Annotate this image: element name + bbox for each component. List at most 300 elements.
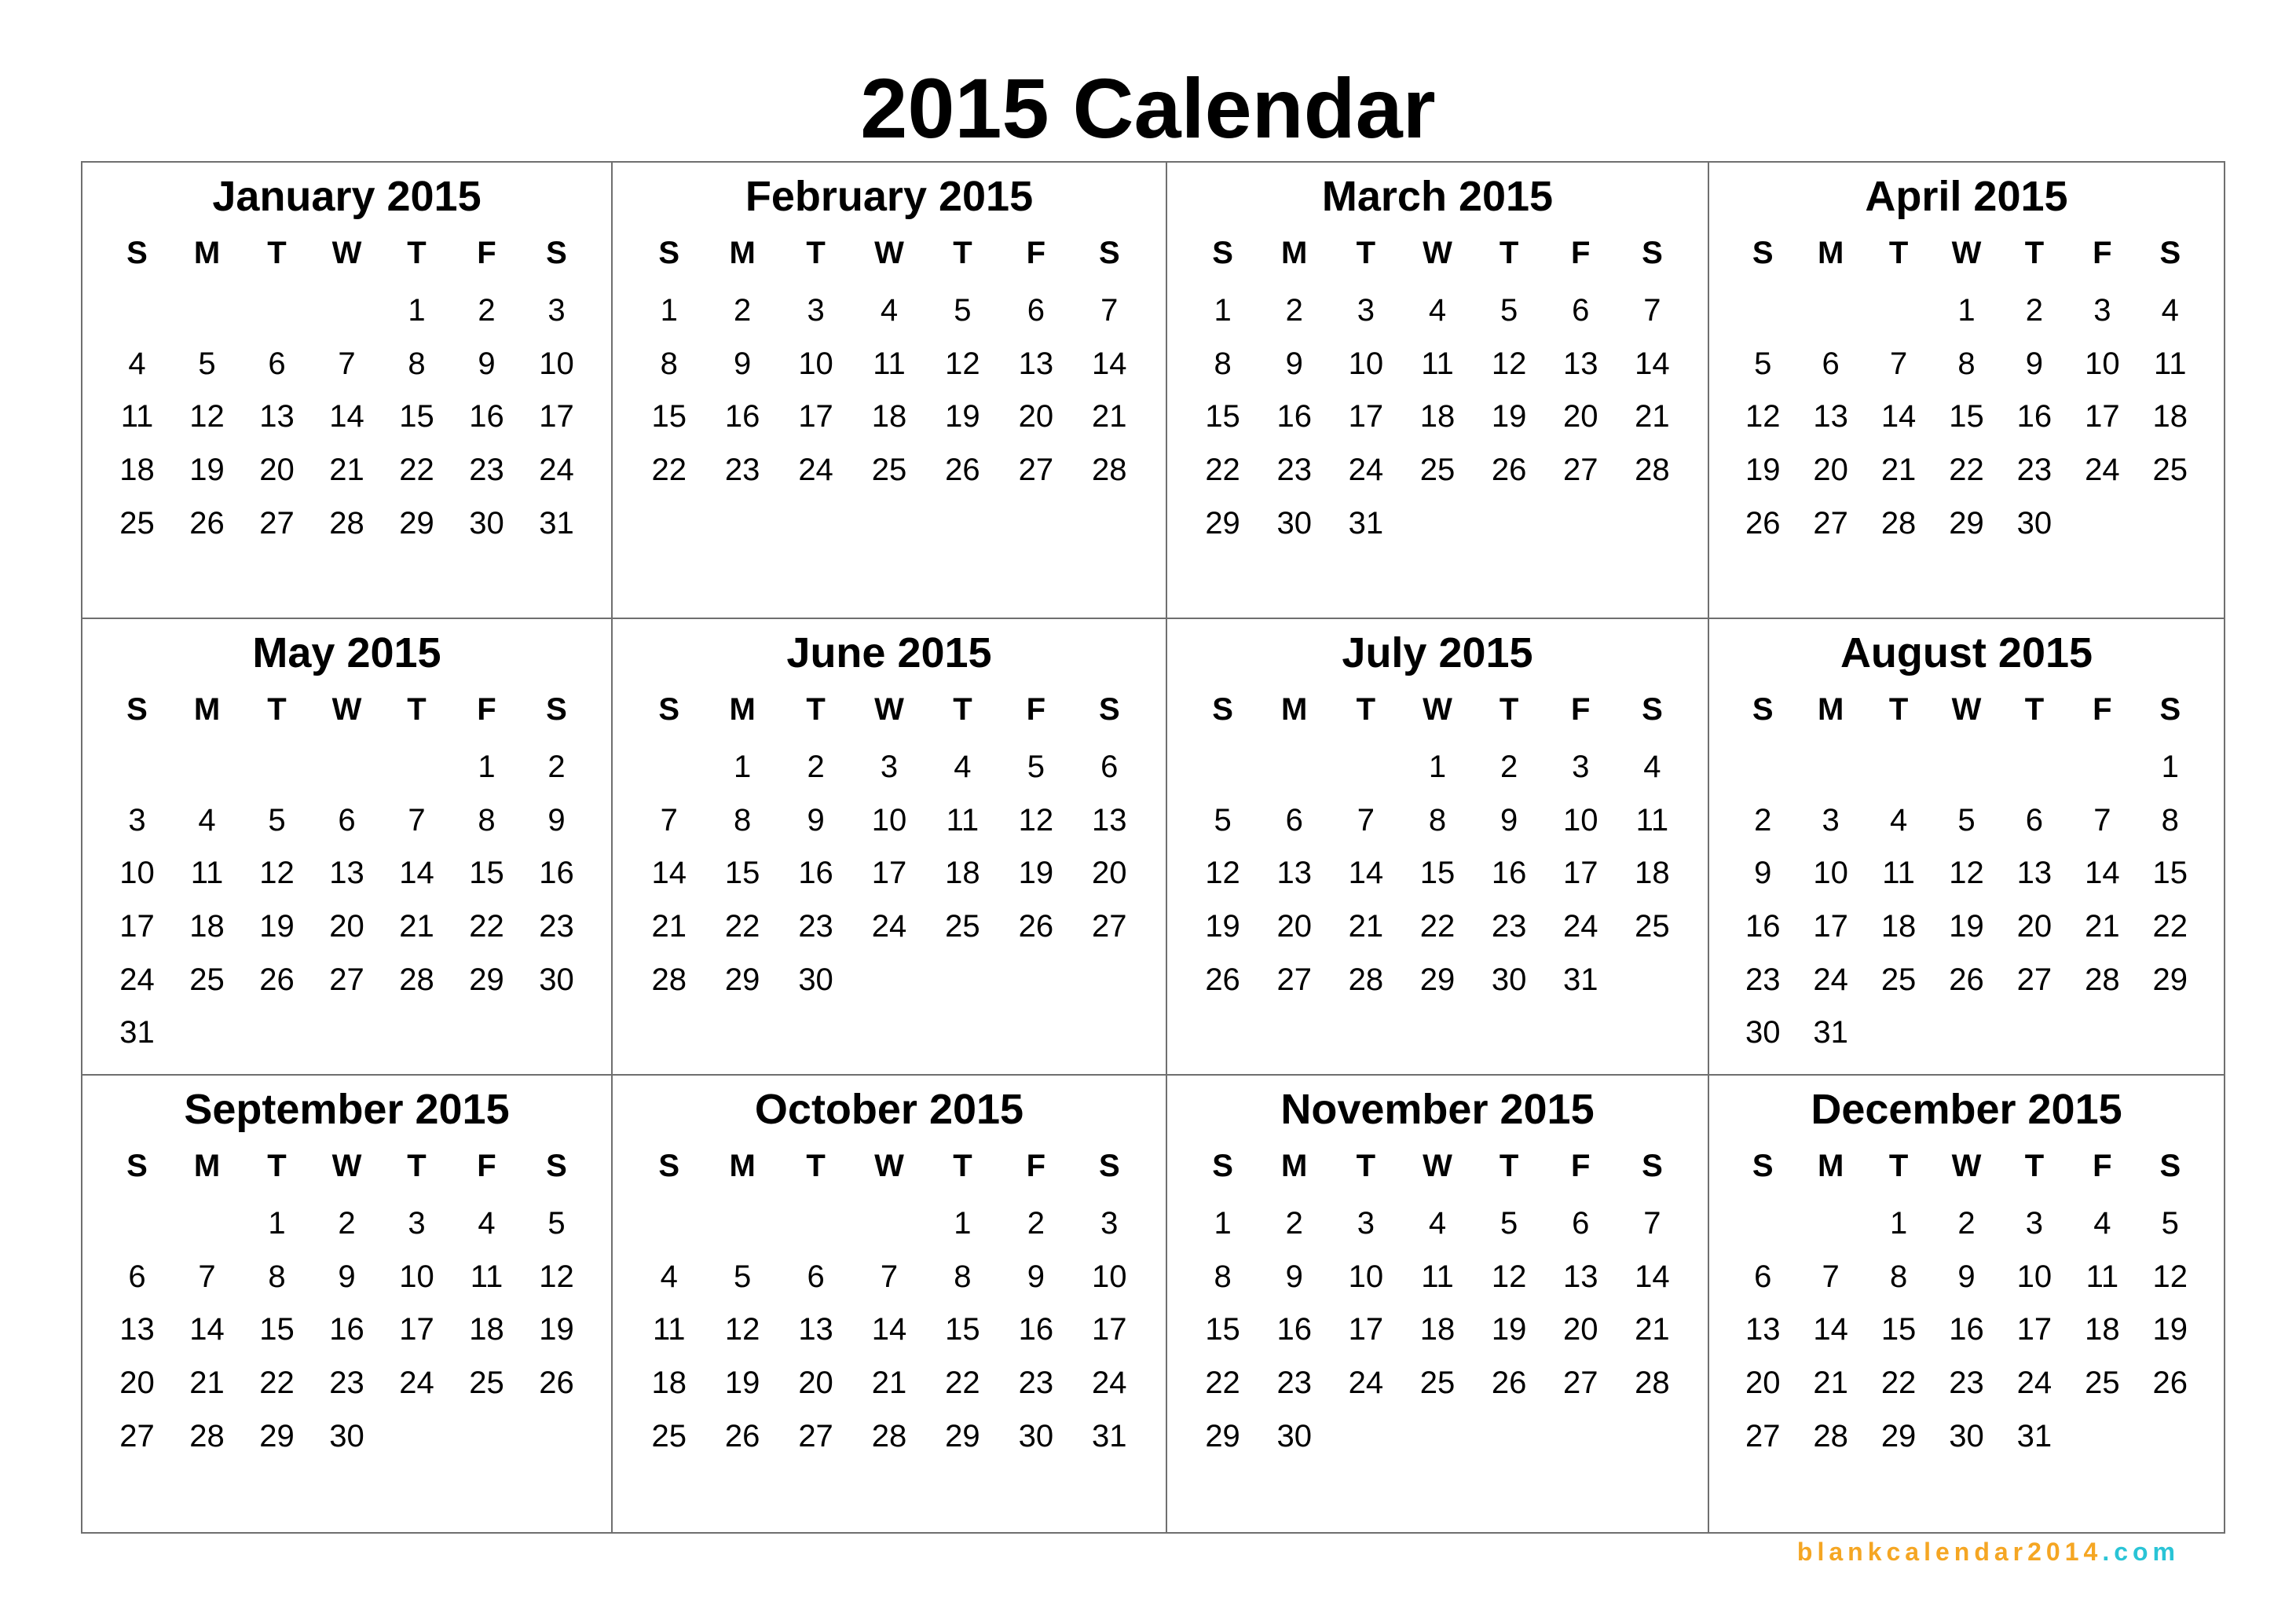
day-cell: 1	[2161, 750, 2179, 784]
day-cell: 16	[2016, 399, 2052, 434]
day-cell: 2	[807, 750, 825, 784]
day-cell: 4	[2161, 293, 2179, 328]
day-cell: 7	[1643, 1206, 1661, 1241]
day-cell: 22	[724, 909, 760, 944]
day-cell: 8	[954, 1259, 972, 1294]
day-cell: 8	[268, 1259, 286, 1294]
weekday-label: T	[1888, 692, 1909, 727]
day-cell: 18	[119, 453, 155, 488]
day-cell: 25	[1635, 909, 1670, 944]
weekday-label: S	[546, 1149, 567, 1183]
day-cell: 2	[1285, 293, 1303, 328]
month-block	[1167, 1076, 1709, 1532]
day-cell: 9	[547, 802, 566, 838]
day-cell: 29	[1880, 1418, 1917, 1454]
day-cell: 14	[189, 1312, 225, 1347]
day-cell: 4	[2093, 1206, 2111, 1241]
day-cell: 28	[651, 962, 687, 997]
day-cell: 28	[871, 1418, 907, 1454]
weekday-header	[1709, 232, 2224, 274]
weekday-label: W	[1423, 236, 1452, 270]
day-cell: 10	[1563, 802, 1598, 838]
weekday-label: T	[1356, 1149, 1376, 1183]
day-cell: 8	[660, 346, 678, 381]
day-cell: 7	[1822, 1259, 1840, 1294]
day-cell: 16	[1018, 1312, 1054, 1347]
day-cell: 8	[1957, 346, 1976, 381]
day-cell: 4	[198, 802, 216, 838]
day-cell: 29	[724, 962, 760, 997]
weekday-label: M	[1281, 1149, 1308, 1183]
day-cell: 14	[1880, 399, 1917, 434]
month-title: January 2015	[212, 173, 482, 220]
day-cell: 26	[724, 1418, 760, 1454]
day-cell: 20	[798, 1366, 833, 1401]
day-grid	[1167, 1197, 1708, 1463]
day-cell: 15	[469, 856, 504, 891]
day-cell: 14	[329, 399, 364, 434]
day-cell: 16	[798, 856, 833, 891]
day-cell: 11	[2085, 1259, 2119, 1294]
day-cell: 5	[198, 346, 216, 381]
day-cell: 22	[1949, 453, 1984, 488]
day-cell: 20	[1018, 399, 1054, 434]
day-cell: 24	[871, 909, 907, 944]
day-cell: 18	[469, 1312, 504, 1347]
day-cell: 3	[1572, 750, 1590, 784]
day-cell: 6	[807, 1259, 825, 1294]
day-cell: 8	[1428, 802, 1447, 838]
month-title: April 2015	[1865, 173, 2068, 220]
day-cell: 11	[1882, 856, 1915, 891]
day-cell: 30	[469, 505, 504, 541]
weekday-label: M	[193, 1149, 221, 1183]
weekday-label: S	[126, 692, 148, 727]
day-cell: 2	[1957, 1206, 1976, 1241]
day-cell: 24	[1092, 1366, 1127, 1401]
day-cell: 24	[2085, 453, 2120, 488]
day-cell: 26	[189, 505, 225, 541]
day-cell: 22	[469, 909, 504, 944]
day-grid	[82, 1197, 611, 1463]
month-block	[1167, 163, 1709, 619]
day-cell: 21	[1348, 909, 1384, 944]
weekday-label: T	[2024, 692, 2045, 727]
day-cell: 11	[120, 399, 154, 434]
day-cell: 26	[945, 453, 980, 488]
weekday-label: W	[331, 236, 362, 270]
day-cell: 19	[539, 1312, 574, 1347]
day-cell: 22	[651, 453, 687, 488]
weekday-header	[613, 688, 1166, 731]
day-grid	[613, 284, 1166, 497]
weekday-label: S	[1098, 236, 1120, 270]
month-title: March 2015	[1321, 173, 1554, 220]
month-title: December 2015	[1811, 1086, 2122, 1133]
weekday-label: W	[1951, 692, 1982, 727]
day-cell: 27	[119, 1418, 155, 1454]
day-cell: 21	[1635, 1312, 1670, 1347]
day-grid	[82, 741, 611, 1060]
day-cell: 30	[1276, 505, 1312, 541]
weekday-label: T	[1888, 1149, 1909, 1183]
day-cell: 16	[724, 399, 760, 434]
day-cell: 19	[259, 909, 295, 944]
day-cell: 21	[1635, 399, 1670, 434]
day-cell: 20	[329, 909, 364, 944]
month-title: August 2015	[1840, 629, 2093, 676]
day-cell: 29	[259, 1418, 295, 1454]
day-cell: 19	[724, 1366, 760, 1401]
weekday-label: S	[1752, 1149, 1774, 1183]
day-cell: 9	[478, 346, 496, 381]
day-cell: 5	[734, 1259, 752, 1294]
day-cell: 9	[1027, 1259, 1045, 1294]
weekday-label: M	[729, 692, 756, 727]
day-cell: 30	[329, 1418, 364, 1454]
day-cell: 27	[1563, 1366, 1598, 1401]
day-cell: 23	[1276, 453, 1312, 488]
weekday-label: F	[1571, 236, 1591, 270]
day-cell: 29	[469, 962, 504, 997]
weekday-label: S	[658, 236, 680, 270]
weekday-label: T	[953, 236, 972, 270]
day-cell: 16	[469, 399, 504, 434]
day-cell: 14	[1635, 1259, 1670, 1294]
day-cell: 23	[469, 453, 504, 488]
day-cell: 12	[1205, 856, 1240, 891]
day-cell: 10	[1092, 1259, 1127, 1294]
weekday-label: S	[1752, 236, 1774, 270]
weekday-label: F	[477, 236, 496, 270]
day-cell: 23	[1745, 962, 1781, 997]
day-cell: 15	[2152, 856, 2188, 891]
day-cell: 17	[871, 856, 907, 891]
day-cell: 2	[547, 750, 566, 784]
day-cell: 7	[1643, 293, 1661, 328]
day-cell: 22	[259, 1366, 295, 1401]
weekday-label: T	[806, 692, 826, 727]
day-cell: 12	[189, 399, 225, 434]
month-title: May 2015	[252, 629, 441, 676]
day-cell: 16	[1745, 909, 1781, 944]
weekday-label: S	[1212, 692, 1233, 727]
day-cell: 20	[1813, 453, 1848, 488]
day-cell: 4	[1643, 750, 1661, 784]
day-cell: 28	[1635, 1366, 1670, 1401]
day-cell: 25	[1880, 962, 1917, 997]
day-cell: 6	[268, 346, 286, 381]
weekday-label: S	[1752, 692, 1774, 727]
day-cell: 6	[1100, 750, 1119, 784]
weekday-label: T	[806, 1149, 826, 1183]
day-cell: 28	[189, 1418, 225, 1454]
day-cell: 15	[651, 399, 687, 434]
day-cell: 20	[1092, 856, 1127, 891]
day-grid	[1167, 741, 1708, 1006]
weekday-label: F	[477, 692, 496, 727]
day-cell: 10	[1348, 346, 1384, 381]
day-cell: 18	[1880, 909, 1917, 944]
weekday-label: F	[2093, 236, 2112, 270]
day-cell: 23	[798, 909, 833, 944]
day-cell: 31	[119, 1015, 155, 1050]
day-cell: 12	[2152, 1259, 2188, 1294]
weekday-label: W	[331, 1149, 362, 1183]
day-cell: 13	[1745, 1312, 1781, 1347]
weekday-label: T	[806, 236, 826, 270]
credit-text: .com	[2102, 1538, 2180, 1566]
day-cell: 10	[871, 802, 907, 838]
day-cell: 22	[2152, 909, 2188, 944]
weekday-label: W	[874, 236, 904, 270]
day-cell: 8	[2161, 802, 2179, 838]
day-cell: 4	[128, 346, 146, 381]
day-cell: 3	[2025, 1206, 2044, 1241]
weekday-label: T	[2024, 236, 2045, 270]
day-cell: 21	[871, 1366, 907, 1401]
weekday-label: M	[729, 1149, 756, 1183]
day-cell: 14	[1813, 1312, 1848, 1347]
day-cell: 12	[945, 346, 980, 381]
day-cell: 30	[539, 962, 574, 997]
day-cell: 28	[2085, 962, 2120, 997]
day-cell: 10	[539, 346, 574, 381]
day-cell: 6	[1027, 293, 1045, 328]
day-cell: 20	[1563, 399, 1598, 434]
day-cell: 8	[408, 346, 426, 381]
day-cell: 28	[1635, 453, 1670, 488]
day-cell: 24	[539, 453, 574, 488]
weekday-header	[1167, 232, 1708, 274]
day-cell: 16	[1491, 856, 1527, 891]
day-cell: 19	[945, 399, 980, 434]
day-cell: 19	[1491, 399, 1527, 434]
day-cell: 12	[259, 856, 295, 891]
weekday-label: T	[1356, 236, 1376, 270]
day-cell: 16	[329, 1312, 364, 1347]
day-cell: 1	[660, 293, 678, 328]
day-cell: 18	[2085, 1312, 2120, 1347]
day-cell: 21	[1092, 399, 1127, 434]
weekday-label: T	[267, 692, 287, 727]
month-title: October 2015	[754, 1086, 1024, 1133]
weekday-label: M	[1817, 236, 1844, 270]
day-cell: 11	[190, 856, 224, 891]
day-cell: 22	[1205, 1366, 1240, 1401]
day-cell: 29	[1419, 962, 1456, 997]
day-cell: 4	[1428, 293, 1447, 328]
day-cell: 17	[798, 399, 833, 434]
day-cell: 19	[2152, 1312, 2188, 1347]
day-cell: 28	[1880, 505, 1917, 541]
weekday-label: M	[1817, 692, 1844, 727]
weekday-label: M	[193, 236, 221, 270]
day-cell: 24	[1563, 909, 1598, 944]
day-cell: 13	[1563, 1259, 1598, 1294]
day-cell: 1	[954, 1206, 972, 1241]
day-cell: 19	[1745, 453, 1781, 488]
day-cell: 12	[1491, 346, 1527, 381]
day-cell: 22	[945, 1366, 980, 1401]
day-cell: 20	[119, 1366, 155, 1401]
day-cell: 11	[2154, 346, 2187, 381]
day-cell: 2	[1027, 1206, 1045, 1241]
weekday-label: F	[1571, 1149, 1591, 1183]
day-cell: 11	[873, 346, 906, 381]
day-cell: 29	[2152, 962, 2188, 997]
weekday-label: W	[874, 692, 904, 727]
day-cell: 1	[1214, 293, 1232, 328]
day-cell: 28	[329, 505, 364, 541]
day-cell: 25	[1419, 1366, 1456, 1401]
day-grid	[613, 741, 1166, 1006]
day-cell: 31	[1813, 1015, 1848, 1050]
day-cell: 21	[189, 1366, 225, 1401]
day-cell: 2	[1285, 1206, 1303, 1241]
day-cell: 5	[1214, 802, 1232, 838]
day-cell: 5	[1500, 293, 1518, 328]
weekday-label: M	[1817, 1149, 1844, 1183]
day-cell: 16	[1949, 1312, 1984, 1347]
day-cell: 30	[1276, 1418, 1312, 1454]
day-grid	[1709, 1197, 2224, 1463]
day-cell: 23	[1949, 1366, 1984, 1401]
day-cell: 5	[1957, 802, 1976, 838]
weekday-label: S	[126, 1149, 148, 1183]
day-cell: 1	[268, 1206, 286, 1241]
day-cell: 24	[798, 453, 833, 488]
day-cell: 29	[945, 1418, 980, 1454]
day-cell: 21	[651, 909, 687, 944]
day-cell: 26	[259, 962, 295, 997]
day-grid	[1167, 284, 1708, 550]
weekday-label: T	[1499, 692, 1519, 727]
day-cell: 14	[2085, 856, 2120, 891]
day-cell: 17	[2016, 1312, 2052, 1347]
day-cell: 1	[478, 750, 496, 784]
day-cell: 13	[1563, 346, 1598, 381]
weekday-label: W	[1951, 1149, 1982, 1183]
day-cell: 29	[1205, 1418, 1240, 1454]
day-cell: 6	[1572, 1206, 1590, 1241]
day-cell: 18	[189, 909, 225, 944]
day-cell: 1	[734, 750, 752, 784]
month-title: September 2015	[184, 1086, 510, 1133]
day-cell: 14	[1348, 856, 1384, 891]
day-cell: 23	[1491, 909, 1527, 944]
day-cell: 25	[871, 453, 907, 488]
day-cell: 23	[329, 1366, 364, 1401]
weekday-label: S	[1098, 1149, 1120, 1183]
weekday-label: F	[1026, 236, 1046, 270]
day-cell: 3	[1357, 1206, 1375, 1241]
weekday-label: T	[407, 236, 427, 270]
day-cell: 3	[1822, 802, 1840, 838]
day-cell: 12	[724, 1312, 760, 1347]
day-cell: 14	[1635, 346, 1670, 381]
day-cell: 21	[329, 453, 364, 488]
weekday-label: S	[1642, 1149, 1663, 1183]
day-cell: 28	[1092, 453, 1127, 488]
weekday-label: T	[1499, 1149, 1519, 1183]
weekday-label: S	[2159, 692, 2181, 727]
month-title: February 2015	[745, 173, 1034, 220]
day-cell: 2	[734, 293, 752, 328]
day-cell: 11	[652, 1312, 686, 1347]
weekday-label: T	[1499, 236, 1519, 270]
day-cell: 25	[1419, 453, 1456, 488]
weekday-label: M	[193, 692, 221, 727]
weekday-label: S	[1642, 236, 1663, 270]
day-cell: 30	[798, 962, 833, 997]
day-cell: 15	[1205, 399, 1240, 434]
month-block	[613, 163, 1167, 619]
day-cell: 8	[1889, 1259, 1908, 1294]
month-block	[1167, 619, 1709, 1076]
day-cell: 6	[1572, 293, 1590, 328]
day-cell: 5	[1027, 750, 1045, 784]
day-cell: 18	[1419, 1312, 1456, 1347]
day-cell: 27	[1092, 909, 1127, 944]
weekday-label: F	[1026, 692, 1046, 727]
day-cell: 10	[2085, 346, 2120, 381]
day-grid	[82, 284, 611, 550]
day-cell: 26	[2152, 1366, 2188, 1401]
day-cell: 24	[1348, 1366, 1384, 1401]
weekday-header	[613, 232, 1166, 274]
day-cell: 25	[945, 909, 980, 944]
day-cell: 7	[1889, 346, 1908, 381]
weekday-header	[82, 688, 611, 731]
day-cell: 30	[1745, 1015, 1781, 1050]
day-cell: 28	[1348, 962, 1384, 997]
day-cell: 20	[2016, 909, 2052, 944]
month-block	[1709, 619, 2224, 1076]
weekday-label: S	[126, 236, 148, 270]
day-cell: 10	[1348, 1259, 1384, 1294]
day-cell: 3	[408, 1206, 426, 1241]
day-grid	[1709, 741, 2224, 1060]
day-cell: 20	[1276, 909, 1312, 944]
day-cell: 17	[1348, 399, 1384, 434]
day-cell: 11	[1635, 802, 1669, 838]
day-cell: 1	[1428, 750, 1447, 784]
day-cell: 19	[1491, 1312, 1527, 1347]
day-cell: 1	[408, 293, 426, 328]
day-cell: 20	[1745, 1366, 1781, 1401]
weekday-label: S	[1098, 692, 1120, 727]
weekday-header	[1167, 1145, 1708, 1187]
day-cell: 11	[946, 802, 980, 838]
day-cell: 19	[1018, 856, 1054, 891]
weekday-label: S	[2159, 1149, 2181, 1183]
month-block	[82, 619, 613, 1076]
day-cell: 3	[807, 293, 825, 328]
day-cell: 4	[660, 1259, 678, 1294]
month-block	[613, 619, 1167, 1076]
day-cell: 27	[1276, 962, 1312, 997]
day-cell: 28	[1813, 1418, 1848, 1454]
weekday-label: T	[953, 1149, 972, 1183]
day-cell: 25	[469, 1366, 504, 1401]
weekday-label: S	[2159, 236, 2181, 270]
day-cell: 29	[1949, 505, 1984, 541]
day-cell: 13	[119, 1312, 155, 1347]
day-cell: 22	[1880, 1366, 1917, 1401]
day-cell: 11	[470, 1259, 504, 1294]
day-cell: 27	[1018, 453, 1054, 488]
